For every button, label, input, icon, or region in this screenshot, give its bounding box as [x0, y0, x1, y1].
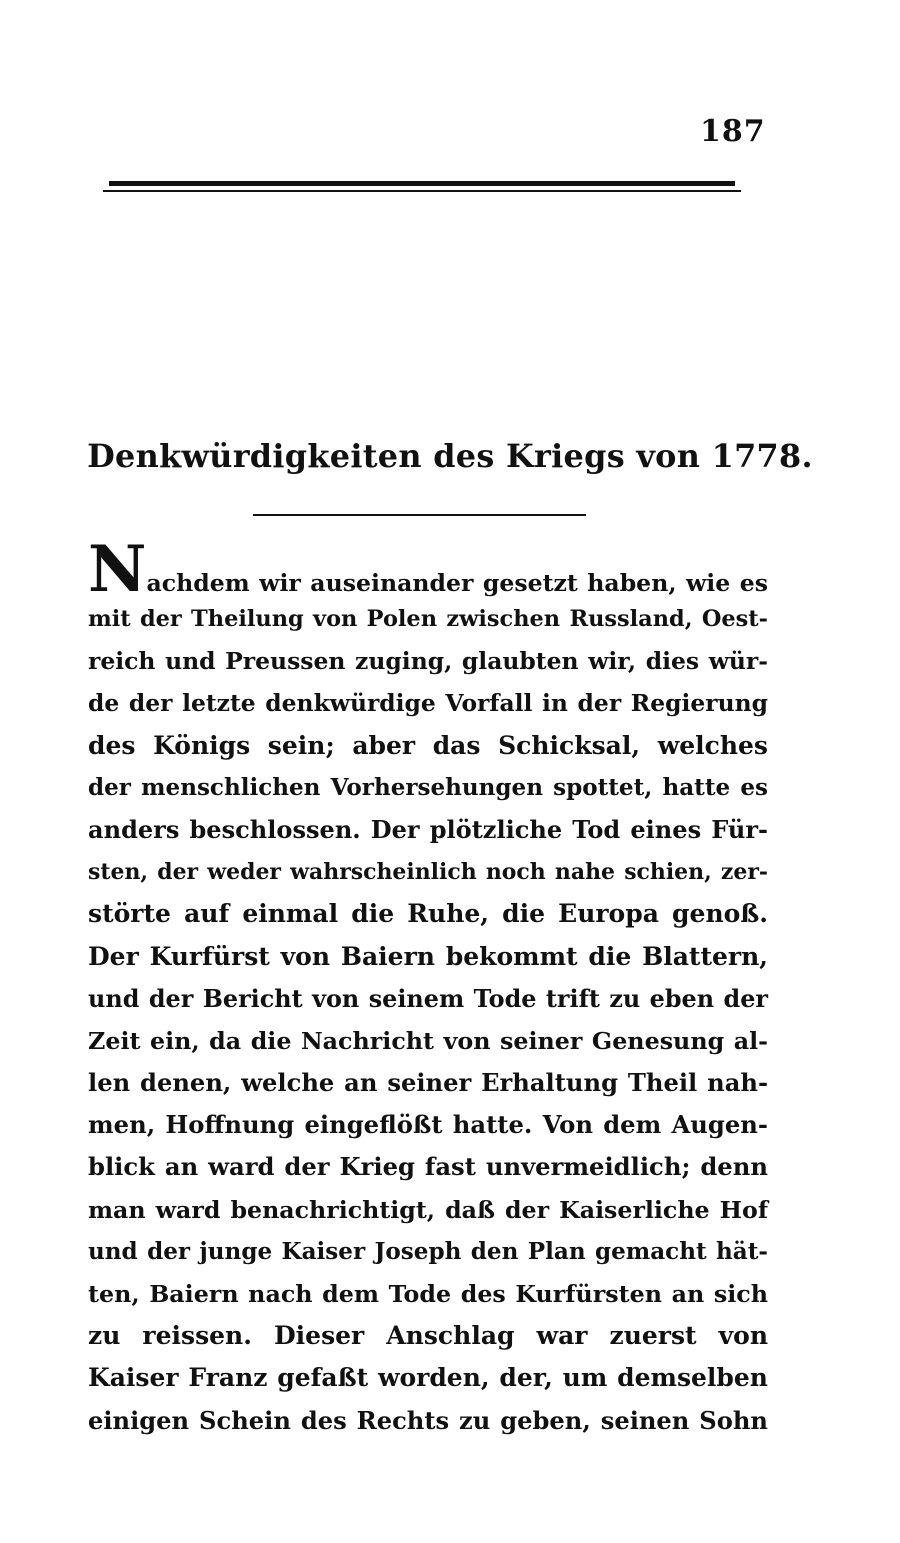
text-line: reich und Preussen zuging, glaubten wir, dies wür- [88, 647, 768, 676]
text-line: men, Hoffnung eingeflößt hatte. Von dem Augen- [88, 1110, 768, 1140]
text-line: einigen Schein des Rechts zu geben, seinen Sohn [88, 1405, 768, 1435]
text-line: de der letzte denkwürdige Vorfall in der Regierung [88, 689, 768, 718]
text-line: des Königs sein; aber das Schicksal, welches [88, 730, 768, 760]
text-line: zu reissen. Dieser Anschlag war zuerst von [88, 1321, 768, 1351]
text-line: Der Kurfürst von Baiern bekommt die Blattern, [88, 941, 768, 971]
text-line: ten, Baiern nach dem Tode des Kurfürsten an sich [88, 1280, 768, 1308]
chapter-title: Denkwürdigkeiten des Kriegs von 1778. [87, 437, 813, 475]
text-line: und der junge Kaiser Joseph den Plan gemacht hät- [88, 1237, 768, 1265]
text-line: mit der Theilung von Polen zwischen Russland, Oest- [88, 606, 768, 632]
text-line: sten, der weder wahrscheinlich noch nahe schien, zer- [88, 859, 768, 886]
body-text [88, 532, 768, 1442]
title-divider [253, 514, 586, 516]
text-line: anders beschlossen. Der plötzliche Tod eines Für- [88, 814, 768, 844]
text-line: Kaiser Franz gefaßt worden, der, um demselben [88, 1363, 768, 1393]
header-rule-thin [103, 190, 741, 192]
text-line: Zeit ein, da die Nachricht von seiner Genesung al- [88, 1026, 768, 1055]
header-rule-thick [109, 181, 735, 186]
first-line-rest: achdem wir auseinander gesetzt haben, wie es [146, 569, 768, 597]
text-line: und der Bericht von seinem Tode trift zu eben der [88, 984, 768, 1013]
text-line: der menschlichen Vorhersehungen spottet, hatte es [88, 773, 768, 801]
text-line: len denen, welche an seiner Erhaltung Theil nah- [88, 1068, 768, 1098]
text-line: man ward benachrichtigt, daß der Kaiserliche Hof [88, 1195, 768, 1224]
text-line-first [88, 532, 768, 607]
text-line: störte auf einmal die Ruhe, die Europa genoß. [88, 899, 768, 929]
page-number: 187 [700, 114, 766, 149]
text-line: blick an ward der Krieg fast unvermeidlich; denn [88, 1152, 768, 1182]
drop-cap: N [88, 532, 147, 607]
header-rule [103, 181, 741, 195]
